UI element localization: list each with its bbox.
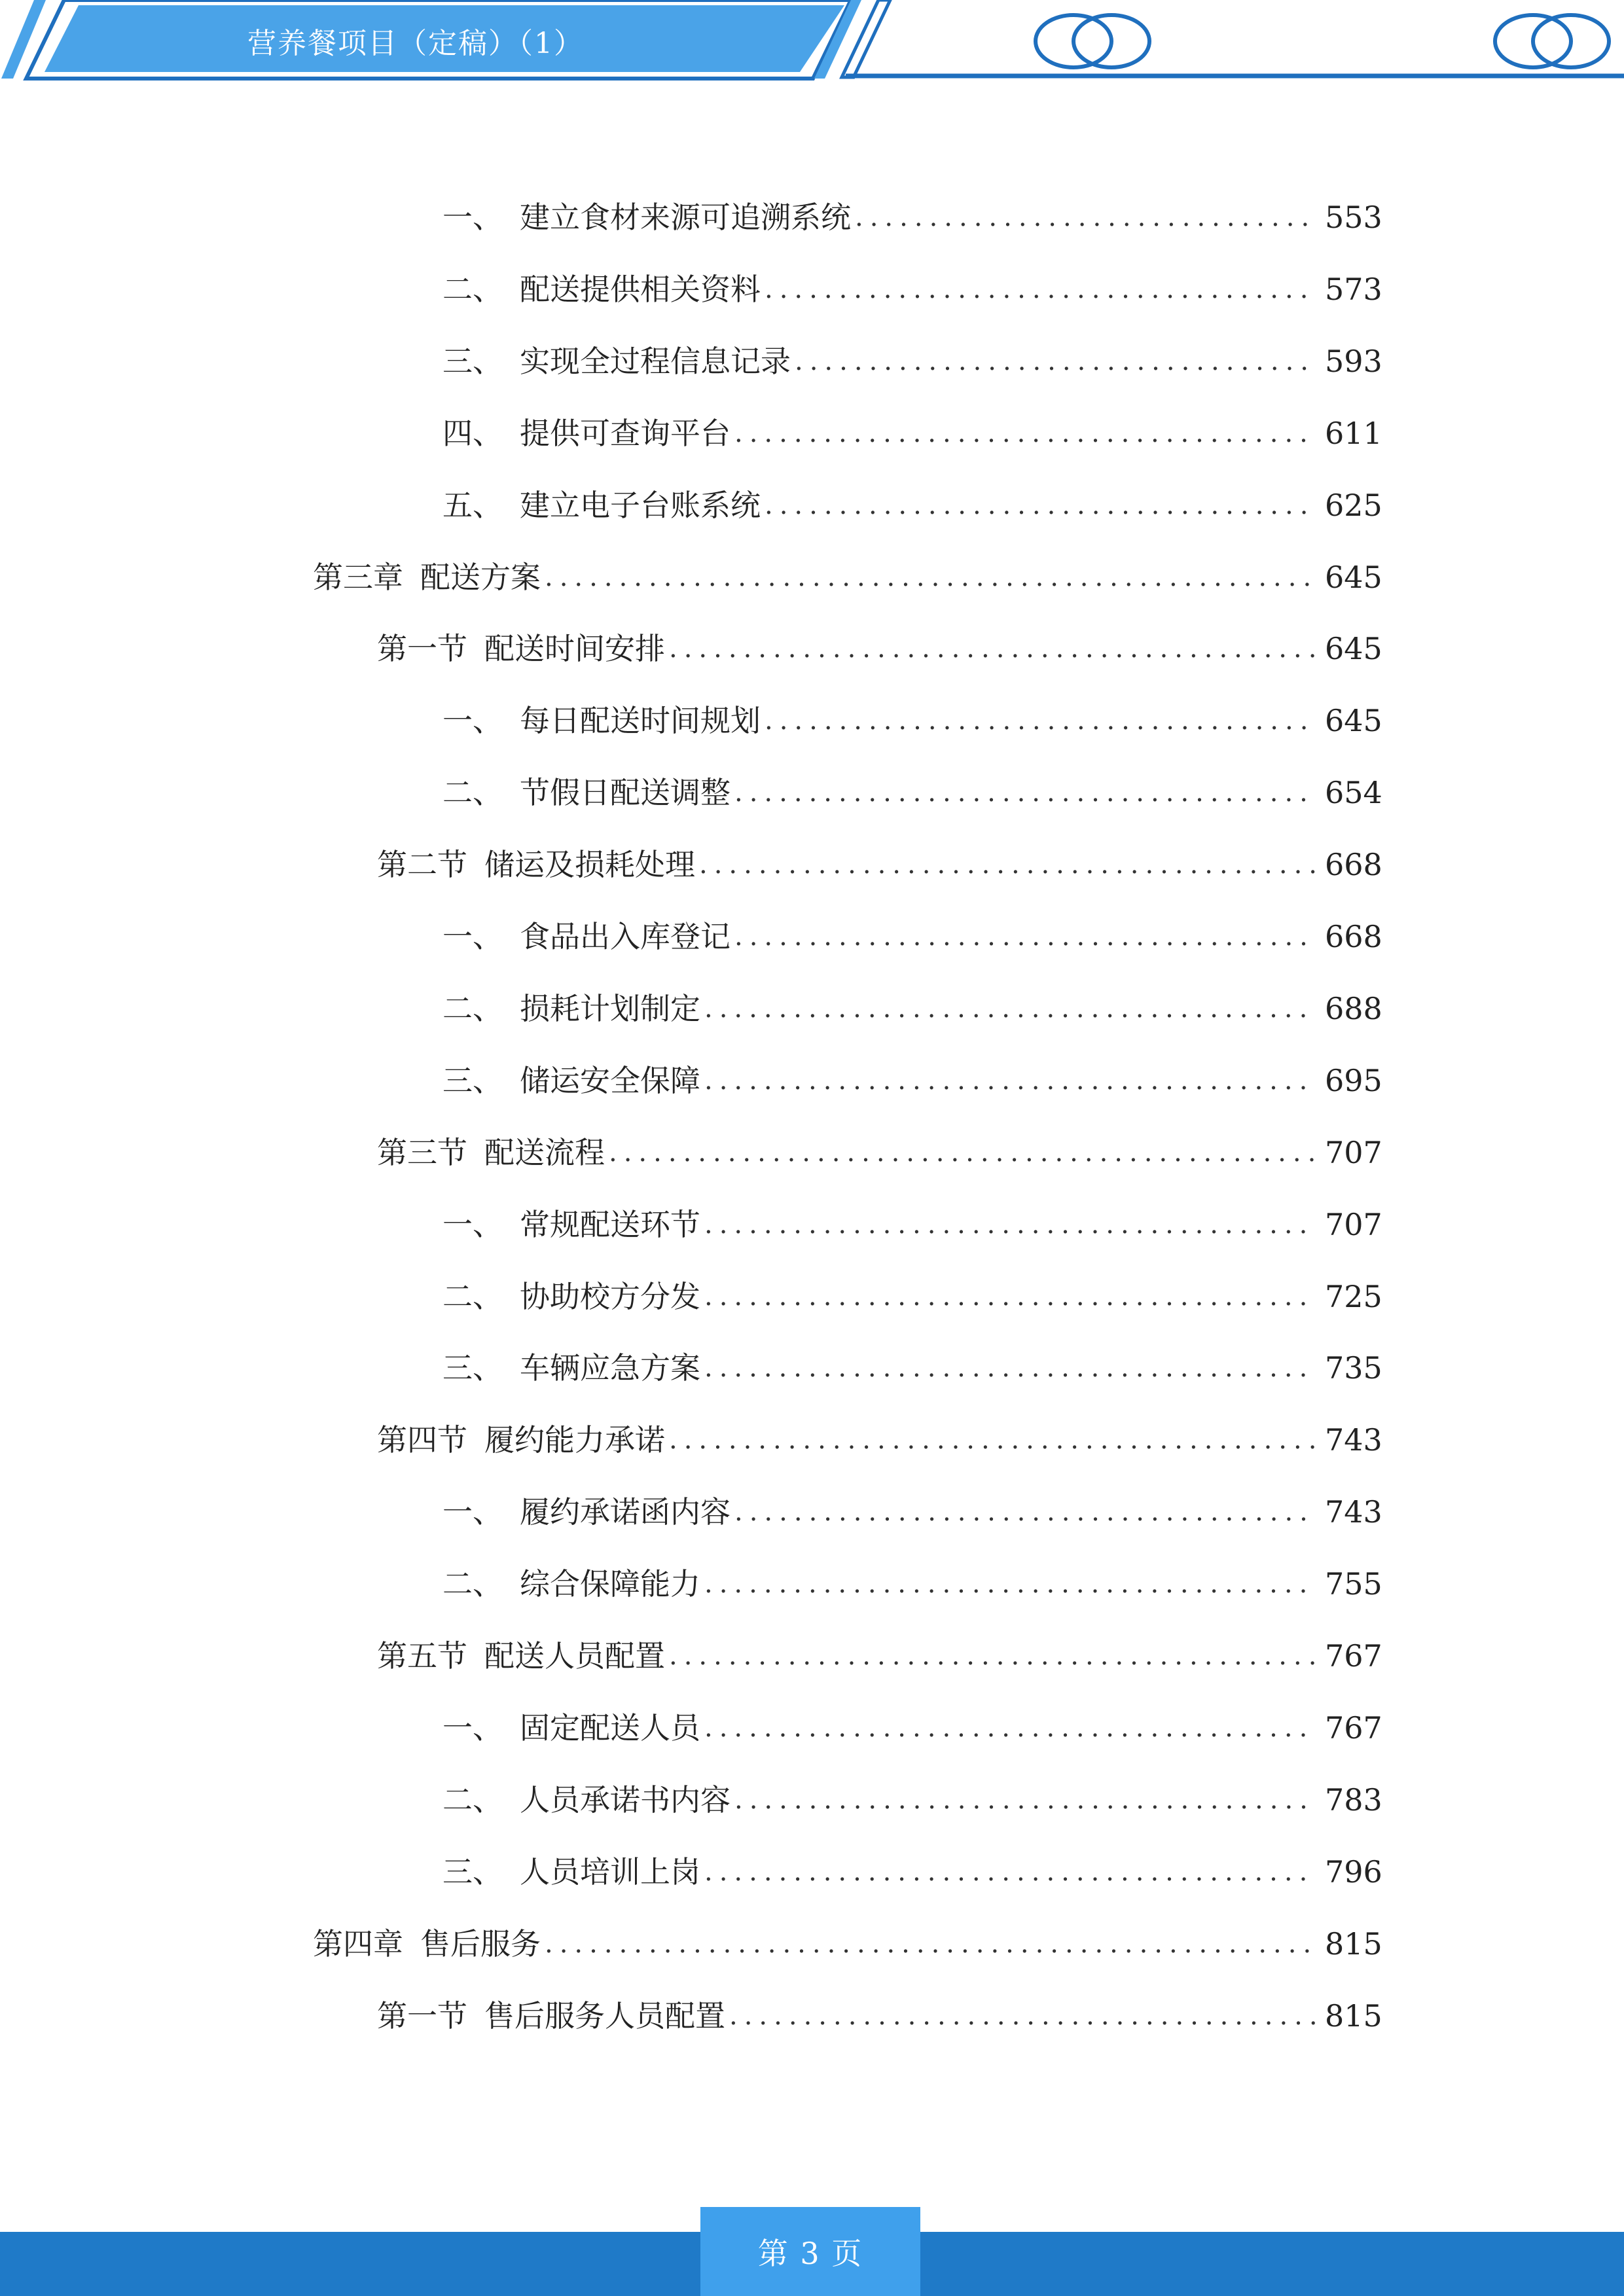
toc-entry-page: 725 bbox=[1325, 1279, 1382, 1314]
toc-entry-number: 第五节 bbox=[377, 1638, 467, 1674]
toc-entry-title: 每日配送时间规划 bbox=[520, 703, 761, 738]
toc-entry-number: 二、 bbox=[442, 1782, 503, 1818]
toc-entry-page: 707 bbox=[1325, 1135, 1382, 1170]
toc-dot-leader bbox=[609, 1129, 1316, 1176]
toc-entry-title: 储运及损耗处理 bbox=[484, 847, 695, 882]
toc-dot-leader bbox=[704, 1704, 1316, 1751]
toc-entry-title: 固定配送人员 bbox=[520, 1710, 700, 1746]
toc-entry-number: 第四节 bbox=[377, 1422, 467, 1458]
toc-entry-page: 735 bbox=[1325, 1350, 1382, 1386]
toc-entry[interactable] bbox=[442, 338, 1382, 385]
toc-entry[interactable] bbox=[442, 769, 1382, 816]
toc-dot-leader bbox=[669, 1416, 1316, 1463]
toc-entry-number: 第三节 bbox=[377, 1135, 467, 1170]
toc-entry-title: 协助校方分发 bbox=[520, 1279, 700, 1314]
toc-entry-number: 三、 bbox=[442, 1063, 503, 1098]
toc-entry[interactable] bbox=[442, 913, 1382, 960]
toc-entry[interactable] bbox=[313, 554, 1382, 601]
toc-entry-title: 配送提供相关资料 bbox=[520, 272, 761, 307]
toc-entry[interactable] bbox=[442, 194, 1382, 241]
toc-entry[interactable] bbox=[442, 1776, 1382, 1823]
page-number-label: 第 3 页 bbox=[757, 2236, 863, 2271]
toc-entry-title: 车辆应急方案 bbox=[520, 1350, 700, 1386]
toc-entry-page: 625 bbox=[1325, 488, 1382, 523]
toc-dot-leader bbox=[765, 482, 1316, 529]
toc-entry-page: 573 bbox=[1325, 272, 1382, 307]
toc-dot-leader bbox=[704, 1848, 1316, 1895]
toc-entry-title: 节假日配送调整 bbox=[520, 775, 731, 810]
toc-entry-page: 796 bbox=[1325, 1854, 1382, 1890]
toc-entry-page: 645 bbox=[1325, 631, 1382, 666]
toc-entry-number: 三、 bbox=[442, 1350, 503, 1386]
toc-entry-title: 储运安全保障 bbox=[520, 1063, 700, 1098]
toc-dot-leader bbox=[704, 1273, 1316, 1320]
toc-entry[interactable] bbox=[442, 1704, 1382, 1751]
toc-entry-number: 二、 bbox=[442, 1279, 503, 1314]
toc-entry-number: 三、 bbox=[442, 344, 503, 379]
toc-entry-number: 第二节 bbox=[377, 847, 467, 882]
toc-dot-leader bbox=[734, 1776, 1316, 1823]
toc-entry-number: 第四章 bbox=[313, 1926, 403, 1962]
double-ring-icon bbox=[1036, 15, 1149, 67]
toc-dot-leader bbox=[734, 769, 1316, 816]
double-ring-icon bbox=[1495, 15, 1609, 67]
toc-entry-title: 损耗计划制定 bbox=[520, 991, 700, 1026]
toc-entry-page: 654 bbox=[1325, 775, 1382, 810]
toc-entry-title: 配送时间安排 bbox=[484, 631, 665, 666]
toc-entry-page: 688 bbox=[1325, 991, 1382, 1026]
toc-entry-title: 实现全过程信息记录 bbox=[520, 344, 791, 379]
toc-entry[interactable] bbox=[442, 1560, 1382, 1607]
toc-entry-title: 建立食材来源可追溯系统 bbox=[520, 200, 851, 235]
toc-entry[interactable] bbox=[442, 410, 1382, 457]
toc-entry-page: 815 bbox=[1325, 1926, 1382, 1962]
toc-dot-leader bbox=[729, 1992, 1316, 2039]
toc-entry-number: 一、 bbox=[442, 703, 503, 738]
toc-entry-title: 售后服务人员配置 bbox=[484, 1998, 725, 2034]
toc-entry-number: 一、 bbox=[442, 919, 503, 954]
toc-dot-leader bbox=[704, 1201, 1316, 1248]
toc-entry-number: 二、 bbox=[442, 775, 503, 810]
header-banner bbox=[0, 0, 1624, 85]
toc-entry-page: 695 bbox=[1325, 1063, 1382, 1098]
toc-dot-leader bbox=[795, 338, 1316, 385]
toc-dot-leader bbox=[704, 1344, 1316, 1391]
toc-entry-number: 一、 bbox=[442, 1494, 503, 1530]
toc-dot-leader bbox=[669, 1632, 1316, 1679]
toc-dot-leader bbox=[669, 625, 1316, 672]
toc-dot-leader bbox=[734, 913, 1316, 960]
toc-entry-number: 第三章 bbox=[313, 560, 403, 595]
toc-dot-leader bbox=[704, 985, 1316, 1032]
toc-entry-page: 767 bbox=[1325, 1638, 1382, 1674]
toc-entry-number: 二、 bbox=[442, 991, 503, 1026]
toc-entry-title: 常规配送环节 bbox=[520, 1207, 700, 1242]
toc-entry[interactable] bbox=[442, 482, 1382, 529]
toc-entry[interactable] bbox=[442, 1488, 1382, 1535]
toc-entry-page: 668 bbox=[1325, 919, 1382, 954]
toc-dot-leader bbox=[704, 1057, 1316, 1104]
toc-entry-page: 553 bbox=[1325, 200, 1382, 235]
toc-entry-number: 一、 bbox=[442, 1207, 503, 1242]
toc-entry-title: 人员承诺书内容 bbox=[520, 1782, 731, 1818]
page-header bbox=[0, 0, 1624, 85]
toc-entry-number: 二、 bbox=[442, 272, 503, 307]
toc-entry-number: 第一节 bbox=[377, 1998, 467, 2034]
toc-entry-title: 建立电子台账系统 bbox=[520, 488, 761, 523]
toc-entry-page: 815 bbox=[1325, 1998, 1382, 2034]
toc-dot-leader bbox=[699, 841, 1316, 888]
toc-dot-leader bbox=[545, 1920, 1316, 1967]
toc-entry[interactable] bbox=[377, 841, 1382, 888]
toc-entry[interactable] bbox=[313, 1920, 1382, 1967]
toc-entry-page: 593 bbox=[1325, 344, 1382, 379]
toc-entry-page: 783 bbox=[1325, 1782, 1382, 1818]
toc-entry[interactable] bbox=[442, 1201, 1382, 1248]
toc-entry[interactable] bbox=[442, 266, 1382, 313]
toc-entry-title: 配送人员配置 bbox=[484, 1638, 665, 1674]
toc-entry-title: 配送流程 bbox=[484, 1135, 605, 1170]
toc-entry-number: 五、 bbox=[442, 488, 503, 523]
toc-entry-number: 一、 bbox=[442, 1710, 503, 1746]
toc-entry-page: 668 bbox=[1325, 847, 1382, 882]
toc-entry[interactable] bbox=[442, 1848, 1382, 1895]
toc-entry-page: 767 bbox=[1325, 1710, 1382, 1746]
toc-entry-title: 履约能力承诺 bbox=[484, 1422, 665, 1458]
toc-entry[interactable] bbox=[442, 985, 1382, 1032]
page-number-box bbox=[700, 2207, 920, 2296]
toc-entry-number: 第一节 bbox=[377, 631, 467, 666]
toc-entry-number: 一、 bbox=[442, 200, 503, 235]
toc-entry-page: 611 bbox=[1325, 416, 1382, 451]
toc-entry-number: 四、 bbox=[442, 416, 503, 451]
toc-entry-title: 提供可查询平台 bbox=[520, 416, 731, 451]
toc-entry[interactable] bbox=[377, 1632, 1382, 1679]
toc-entry-title: 履约承诺函内容 bbox=[520, 1494, 731, 1530]
document-title: 营养餐项目（定稿）（1） bbox=[247, 27, 584, 60]
toc-entry[interactable] bbox=[442, 1057, 1382, 1104]
toc-dot-leader bbox=[855, 194, 1316, 241]
toc-entry-number: 二、 bbox=[442, 1566, 503, 1602]
toc-dot-leader bbox=[734, 1488, 1316, 1535]
toc-entry[interactable] bbox=[442, 697, 1382, 744]
toc-entry-page: 645 bbox=[1325, 560, 1382, 595]
toc-entry-page: 743 bbox=[1325, 1422, 1382, 1458]
toc-entry-title: 售后服务 bbox=[420, 1926, 541, 1962]
toc-entry-number: 三、 bbox=[442, 1854, 503, 1890]
toc-entry-page: 755 bbox=[1325, 1566, 1382, 1602]
toc-entry[interactable] bbox=[377, 1129, 1382, 1176]
toc-entry[interactable] bbox=[377, 625, 1382, 672]
toc-dot-leader bbox=[765, 697, 1316, 744]
toc-entry-title: 配送方案 bbox=[420, 560, 541, 595]
toc-entry-page: 645 bbox=[1325, 703, 1382, 738]
toc-entry[interactable] bbox=[377, 1416, 1382, 1463]
toc-entry[interactable] bbox=[442, 1273, 1382, 1320]
toc-entry-page: 707 bbox=[1325, 1207, 1382, 1242]
toc-entry-page: 743 bbox=[1325, 1494, 1382, 1530]
toc-entry[interactable] bbox=[442, 1344, 1382, 1391]
toc-entry-title: 人员培训上岗 bbox=[520, 1854, 700, 1890]
toc-dot-leader bbox=[704, 1560, 1316, 1607]
toc-dot-leader bbox=[545, 554, 1316, 601]
toc-entry[interactable] bbox=[377, 1992, 1382, 2039]
toc-dot-leader bbox=[765, 266, 1316, 313]
toc-entry-title: 食品出入库登记 bbox=[520, 919, 731, 954]
toc-dot-leader bbox=[734, 410, 1316, 457]
toc-entry-title: 综合保障能力 bbox=[520, 1566, 700, 1602]
